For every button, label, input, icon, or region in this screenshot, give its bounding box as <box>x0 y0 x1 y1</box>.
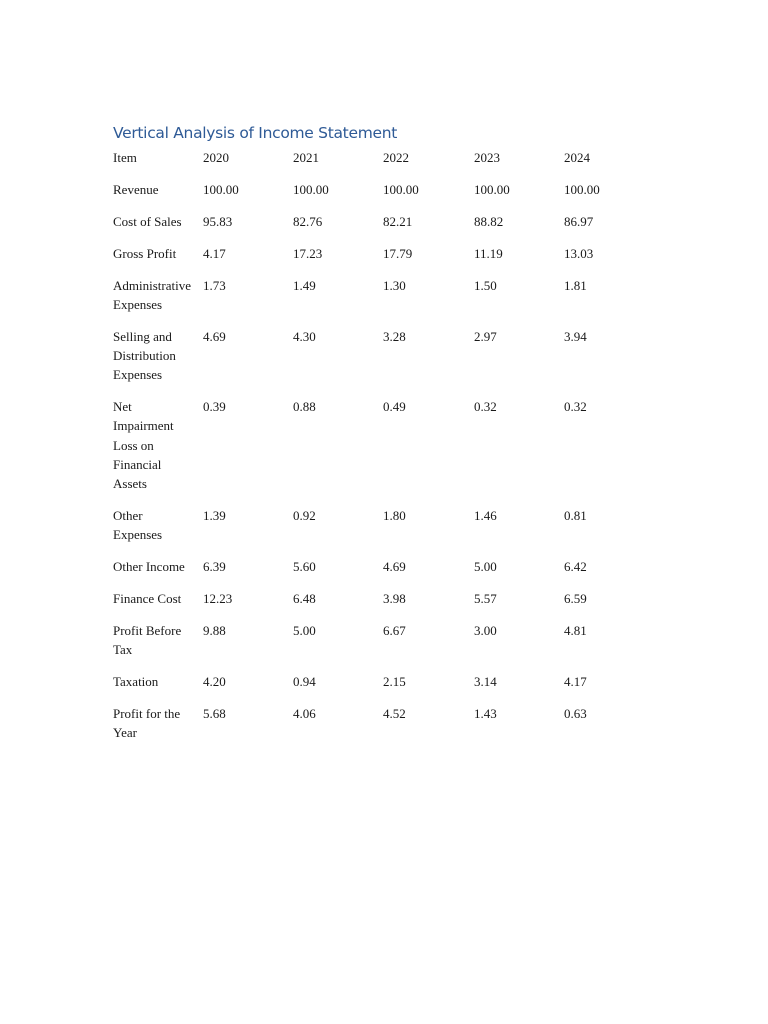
table-row <box>108 504 649 555</box>
value-cell: 4.20 <box>203 673 226 689</box>
row-label-cell: Cost of Sales <box>113 214 182 230</box>
value-cell: 6.42 <box>564 559 587 575</box>
value-cell: 6.59 <box>564 591 587 607</box>
value-cell: 1.46 <box>474 508 497 524</box>
table-row <box>108 274 649 325</box>
value-cell: 1.30 <box>383 277 406 293</box>
value-cell: 17.79 <box>383 245 413 261</box>
row-label-cell: Selling and Distribution Expenses <box>113 328 176 383</box>
table-row <box>108 670 649 702</box>
row-label-cell: Taxation <box>113 673 159 689</box>
row-label-cell: Administrative Expenses <box>113 277 191 312</box>
value-cell: 9.88 <box>203 622 226 638</box>
value-cell: 3.28 <box>383 328 406 344</box>
value-cell: 12.23 <box>203 591 233 607</box>
row-label-cell: Profit for the Year <box>113 705 181 741</box>
table-body <box>108 178 649 753</box>
document-title: Vertical Analysis of Income Statement <box>113 124 398 142</box>
value-cell: 3.14 <box>474 673 497 689</box>
row-label-cell: Revenue <box>113 182 159 198</box>
vertical-analysis-table <box>108 146 649 753</box>
value-cell: 0.94 <box>293 673 316 689</box>
value-cell: 86.97 <box>564 214 594 230</box>
value-cell: 1.39 <box>203 508 226 524</box>
value-cell: 5.00 <box>293 622 316 638</box>
value-cell: 0.49 <box>383 399 406 415</box>
value-cell: 4.81 <box>564 622 587 638</box>
value-cell: 100.00 <box>383 182 419 198</box>
header-cell: Item <box>113 150 137 165</box>
table-row <box>108 619 649 670</box>
value-cell: 4.17 <box>564 673 587 689</box>
value-cell: 5.00 <box>474 559 497 575</box>
value-cell: 100.00 <box>564 182 600 198</box>
header-cell: 2023 <box>474 150 500 165</box>
value-cell: 2.97 <box>474 328 497 344</box>
value-cell: 1.43 <box>474 705 497 721</box>
value-cell: 1.50 <box>474 277 497 293</box>
value-cell: 0.32 <box>474 399 497 415</box>
value-cell: 1.49 <box>293 277 316 293</box>
value-cell: 0.88 <box>293 399 316 415</box>
value-cell: 3.94 <box>564 328 587 344</box>
value-cell: 6.48 <box>293 591 316 607</box>
value-cell: 4.17 <box>203 245 226 261</box>
value-cell: 95.83 <box>203 214 233 230</box>
value-cell: 0.81 <box>564 508 587 524</box>
row-label-cell: Other Income <box>113 559 185 575</box>
table-row <box>108 325 649 395</box>
value-cell: 4.52 <box>383 705 406 721</box>
header-cell: 2020 <box>203 150 229 165</box>
table-row <box>108 555 649 587</box>
row-label-cell: Profit Before Tax <box>113 622 182 658</box>
value-cell: 88.82 <box>474 214 504 230</box>
value-cell: 1.80 <box>383 508 406 524</box>
value-cell: 6.67 <box>383 622 406 638</box>
value-cell: 1.81 <box>564 277 587 293</box>
value-cell: 5.68 <box>203 705 226 721</box>
value-cell: 82.21 <box>383 214 413 230</box>
value-cell: 4.69 <box>203 328 226 344</box>
value-cell: 0.92 <box>293 508 316 524</box>
value-cell: 100.00 <box>203 182 239 198</box>
header-cell: 2021 <box>293 150 319 165</box>
value-cell: 100.00 <box>474 182 510 198</box>
table-header-row <box>108 146 649 178</box>
value-cell: 0.32 <box>564 399 587 415</box>
value-cell: 6.39 <box>203 559 226 575</box>
row-label-cell: Net Impairment Loss on Financial Assets <box>113 399 174 492</box>
table-row <box>108 242 649 274</box>
value-cell: 3.00 <box>474 622 497 638</box>
table-row <box>108 210 649 242</box>
row-label-cell: Finance Cost <box>113 591 182 607</box>
header-cell: 2024 <box>564 150 590 165</box>
table-row <box>108 702 649 753</box>
header-cell: 2022 <box>383 150 409 165</box>
value-cell: 82.76 <box>293 214 323 230</box>
value-cell: 4.06 <box>293 705 316 721</box>
value-cell: 4.69 <box>383 559 406 575</box>
value-cell: 2.15 <box>383 673 406 689</box>
row-label-cell: Other Expenses <box>113 508 163 543</box>
table-row <box>108 178 649 210</box>
table-row <box>108 587 649 619</box>
value-cell: 5.57 <box>474 591 497 607</box>
value-cell: 13.03 <box>564 245 594 261</box>
value-cell: 0.39 <box>203 399 226 415</box>
value-cell: 100.00 <box>293 182 329 198</box>
value-cell: 0.63 <box>564 705 587 721</box>
value-cell: 4.30 <box>293 328 316 344</box>
row-label-cell: Gross Profit <box>113 245 177 261</box>
value-cell: 1.73 <box>203 277 226 293</box>
value-cell: 11.19 <box>474 245 503 261</box>
value-cell: 17.23 <box>293 245 323 261</box>
value-cell: 3.98 <box>383 591 406 607</box>
value-cell: 5.60 <box>293 559 316 575</box>
table-row <box>108 395 649 504</box>
